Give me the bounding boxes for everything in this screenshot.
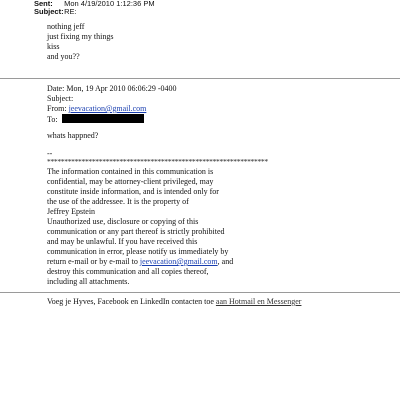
disclaimer-line: including all attachments.	[47, 277, 130, 286]
disclaimer-line: Jeffrey Epstein	[47, 207, 96, 216]
notify-suffix: , and	[217, 257, 234, 266]
subject-label: Subject:	[34, 7, 64, 16]
footer-text: Voeg je Hyves, Facebook en LinkedIn contacten toe	[47, 297, 216, 306]
subject-value: RE:	[64, 7, 77, 16]
footer-hotmail-link[interactable]: aan Hotmail en Messenger	[215, 297, 302, 306]
to-label: To:	[47, 115, 58, 124]
disclaimer-notify-line	[47, 257, 233, 267]
redaction-box	[62, 114, 144, 123]
reply-line: and you??	[47, 52, 80, 61]
reply-line: just fixing my things	[47, 32, 114, 41]
disclaimer-line: the use of the addressee. It is the property of	[47, 197, 189, 206]
from-prefix: From:	[47, 104, 69, 113]
quoted-from	[47, 104, 146, 114]
footer-promo	[47, 297, 301, 307]
reply-line: nothing jeff	[47, 22, 85, 31]
reply-line: kiss	[47, 42, 60, 51]
disclaimer-line: and may be unlawful. If you have received this	[47, 237, 198, 246]
quoted-to	[47, 114, 144, 125]
disclaimer-line: The information contained in this communication is	[47, 167, 214, 176]
from-email-link[interactable]: jeevacation@gmail.com	[68, 104, 147, 113]
disclaimer-line: communication in error, please notify us immediately by	[47, 247, 229, 256]
disclaimer-line: communication or any part thereof is strictly prohibited	[47, 227, 225, 236]
disclaimer-line: destroy this communication and all copies thereof,	[47, 267, 209, 276]
signature-separator: --	[47, 149, 53, 158]
stars-divider: ****************************************************************	[47, 157, 268, 166]
divider	[0, 78, 400, 79]
subject-row	[34, 8, 77, 16]
disclaimer-line: confidential, may be attorney-client privileged, may	[47, 177, 214, 186]
notify-email-link[interactable]: jeevacation@gmail.com	[139, 257, 218, 266]
disclaimer-line: constitute inside information, and is intended only for	[47, 187, 219, 196]
sent-label: Sent:	[34, 0, 53, 8]
quoted-date: Date: Mon, 19 Apr 2010 06:06:29 -0400	[47, 84, 177, 93]
notify-prefix: return e-mail or by e-mail to	[47, 257, 140, 266]
quoted-subject: Subject:	[47, 94, 74, 103]
disclaimer-line: Unauthorized use, disclosure or copying of this	[47, 217, 199, 226]
sent-value: Mon 4/19/2010 1:12:36 PM	[64, 0, 155, 8]
divider	[0, 292, 400, 293]
quoted-body: whats happned?	[47, 131, 99, 140]
